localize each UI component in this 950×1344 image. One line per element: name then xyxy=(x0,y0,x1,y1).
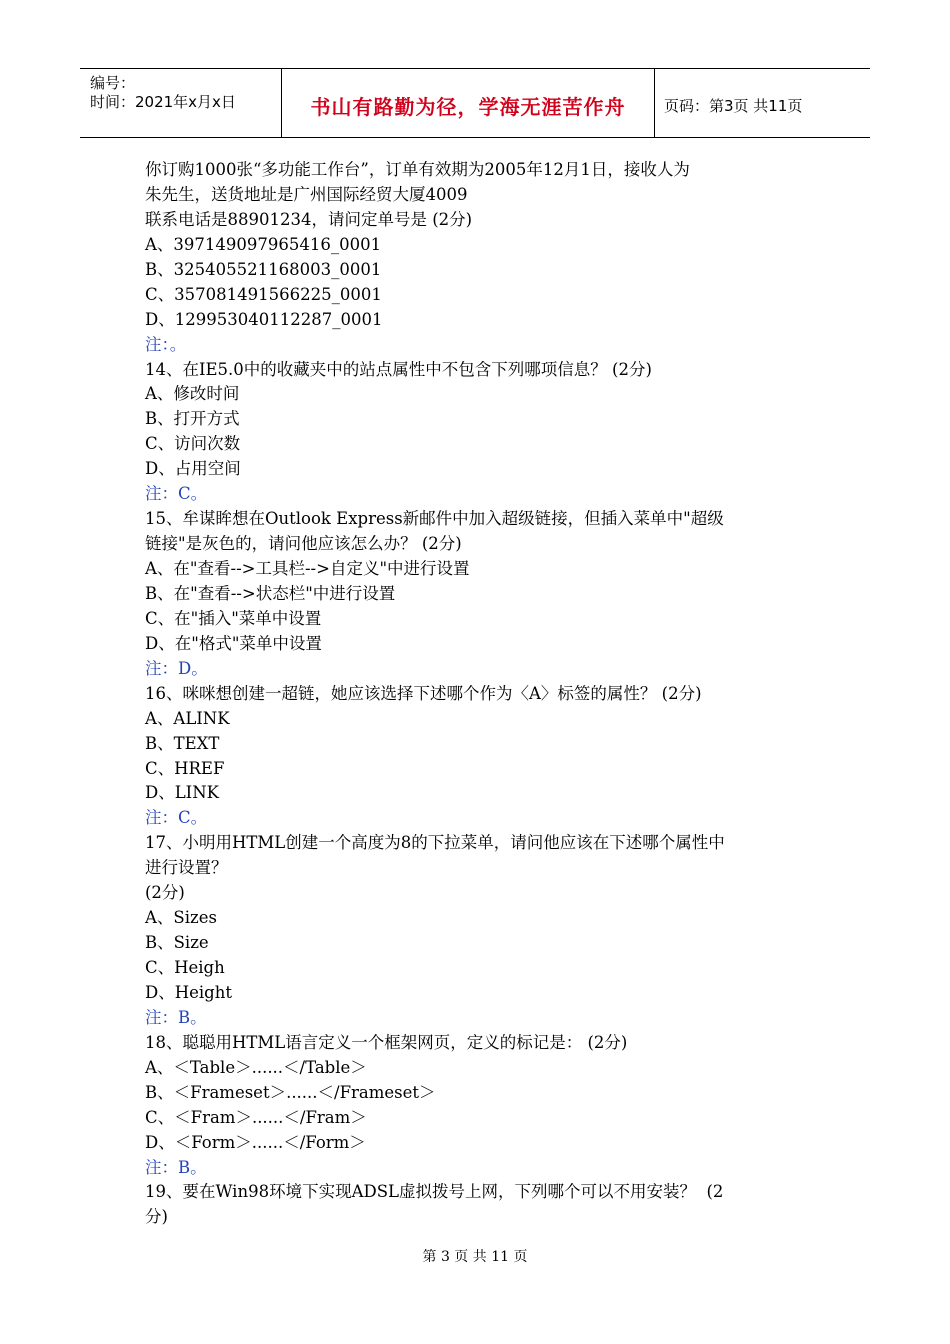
text-line: B、Size xyxy=(145,933,209,953)
document-header xyxy=(80,68,870,138)
header-time-label: 时间：2021年x月x日 xyxy=(90,93,236,111)
page-footer: 第 3 页 共 11 页 xyxy=(422,1249,528,1265)
text-line: B、在"查看-->状态栏"中进行设置 xyxy=(145,583,396,603)
header-number-label: 编号： xyxy=(90,74,136,92)
text-line: B、打开方式 xyxy=(145,409,240,429)
text-line: D、129953040112287_0001 xyxy=(145,309,383,329)
text-line: 17、小明用HTML创建一个高度为8的下拉菜单，请问他应该在下述哪个属性中 xyxy=(145,833,725,853)
text-line: A、ALINK xyxy=(145,708,230,728)
header-page-info: 页码：第3页 共11页 xyxy=(664,97,803,115)
text-line: 联系电话是88901234，请问定单号是 (2分) xyxy=(145,209,473,229)
answer-note: 注：。 xyxy=(145,334,187,354)
header-motto-cell xyxy=(282,69,655,137)
header-motto: 书山有路勤为径，学海无涯苦作舟 xyxy=(310,95,626,119)
answer-note: 注：D。 xyxy=(145,658,208,678)
text-line: C、在"插入"菜单中设置 xyxy=(145,608,322,628)
text-line: 你订购1000张“多功能工作台”，订单有效期为2005年12月1日，接收人为 xyxy=(145,160,690,179)
answer-note: 注：C。 xyxy=(145,808,208,828)
text-line: A、修改时间 xyxy=(145,384,240,404)
text-line: B、325405521168003_0001 xyxy=(145,259,382,279)
text-line: (2分) xyxy=(145,883,185,903)
text-line: A、＜Table＞......＜/Table＞ xyxy=(145,1057,367,1077)
question-content xyxy=(145,158,815,1230)
text-line: D、在"格式"菜单中设置 xyxy=(145,633,322,653)
text-line: 16、咪咪想创建一超链，她应该选择下述哪个作为〈A〉标签的属性？ (2分) xyxy=(145,683,702,703)
text-line: A、Sizes xyxy=(145,908,217,928)
text-line: C、HREF xyxy=(145,758,225,778)
text-line: D、Height xyxy=(145,982,232,1002)
text-line: B、＜Frameset＞......＜/Frameset＞ xyxy=(145,1082,436,1102)
text-line: D、占用空间 xyxy=(145,459,241,479)
header-page-cell xyxy=(655,69,870,137)
text-line: 19、要在Win98环境下实现ADSL虚拟拨号上网，下列哪个可以不用安装？ (2 xyxy=(145,1182,724,1202)
text-line: A、397149097965416_0001 xyxy=(145,234,382,254)
text-line: C、＜Fram＞......＜/Fram＞ xyxy=(145,1107,367,1127)
text-line: 14、在IE5.0中的收藏夹中的站点属性中不包含下列哪项信息？ (2分) xyxy=(145,359,652,379)
text-line: C、Heigh xyxy=(145,958,225,977)
answer-note: 注：C。 xyxy=(145,484,208,504)
text-line: 朱先生，送货地址是广州国际经贸大厦4009 xyxy=(145,184,468,204)
text-line: 15、牟谋眸想在Outlook Express新邮件中加入超级链接，但插入菜单中"超级 xyxy=(145,509,724,529)
answer-note: 注：B。 xyxy=(145,1007,207,1027)
text-line: 链接"是灰色的，请问他应该怎么办？ (2分) xyxy=(145,534,462,554)
text-line: D、＜Form＞......＜/Form＞ xyxy=(145,1132,366,1152)
text-line: 18、聪聪用HTML语言定义一个框架网页，定义的标记是： (2分) xyxy=(145,1032,628,1052)
header-meta-cell xyxy=(80,69,282,137)
text-line: C、访问次数 xyxy=(145,434,241,454)
answer-note: 注：B。 xyxy=(145,1157,207,1177)
text-line: B、TEXT xyxy=(145,733,220,753)
text-line: 分) xyxy=(145,1207,168,1227)
text-line: C、357081491566225_0001 xyxy=(145,284,382,304)
text-line: 进行设置？ xyxy=(145,858,228,878)
text-line: A、在"查看-->工具栏-->自定义"中进行设置 xyxy=(145,559,470,578)
text-line: D、LINK xyxy=(145,783,219,803)
